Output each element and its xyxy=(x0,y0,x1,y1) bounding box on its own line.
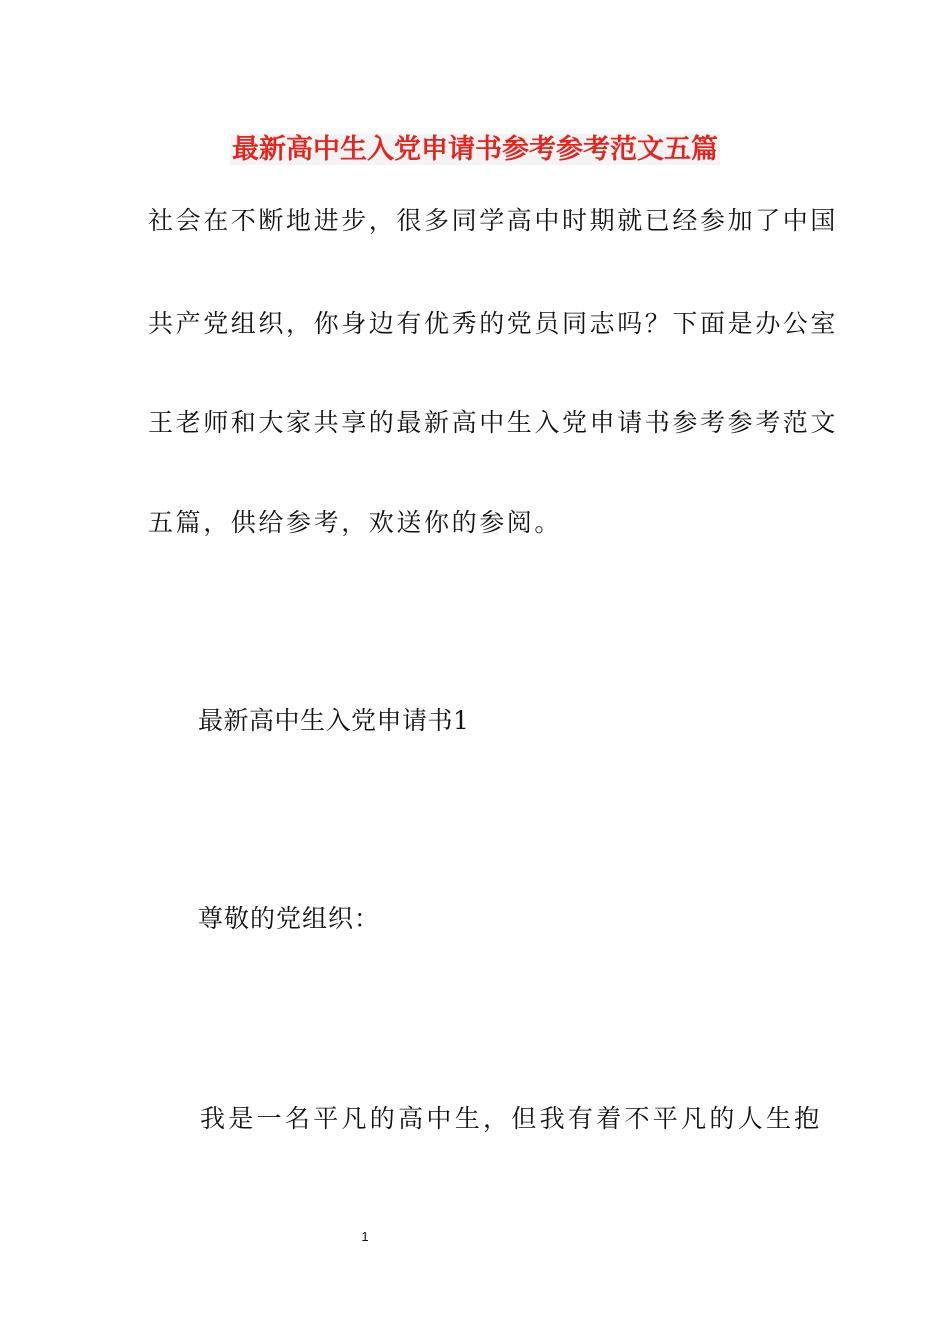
document-title xyxy=(0,130,950,170)
intro-paragraph-line-3: 王老师和大家共享的最新高中生入党申请书参考参考范文 xyxy=(148,408,839,437)
intro-paragraph-line-1: 社会在不断地进步，很多同学高中时期就已经参加了中国 xyxy=(148,206,839,235)
page-number: 1 xyxy=(361,1229,369,1244)
body-paragraph-line: 我是一名平凡的高中生，但我有着不平凡的人生抱 xyxy=(200,1104,823,1133)
salutation: 尊敬的党组织： xyxy=(198,904,381,933)
section-heading: 最新高中生入党申请书1 xyxy=(198,706,470,735)
intro-paragraph-line-4: 五篇，供给参考，欢送你的参阅。 xyxy=(148,508,563,537)
document-title-text: 最新高中生入党申请书参考参考范文五篇 xyxy=(232,134,718,165)
intro-paragraph-line-2: 共产党组织，你身边有优秀的党员同志吗？下面是办公室 xyxy=(148,309,839,338)
